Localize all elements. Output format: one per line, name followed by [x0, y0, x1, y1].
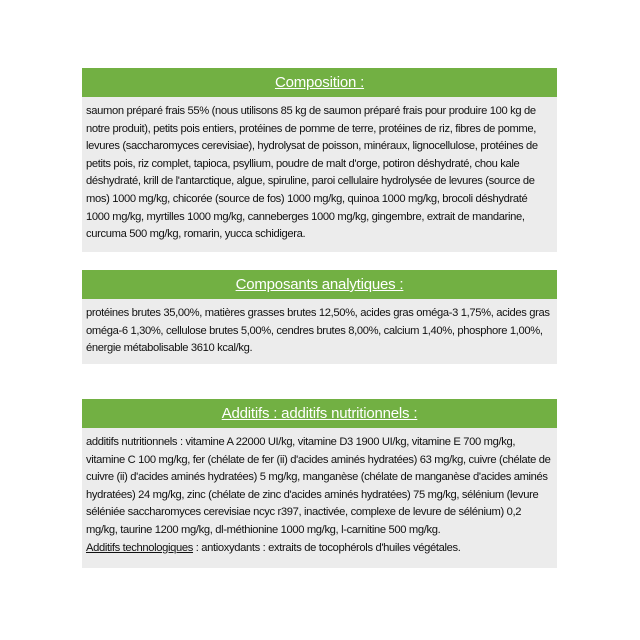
- additives-section: [82, 399, 557, 568]
- additives-body: [82, 428, 557, 568]
- analytical-section: [82, 270, 557, 364]
- analytical-title: Composants analytiques :: [235, 276, 404, 293]
- additives-text: additifs nutritionnels : vitamine A 22000 UI/kg, vitamine D3 1900 UI/kg, vitamine E 700 mg/kg, vitamine C 100 mg/kg, fer (chélate de fer (ii) d'acides aminés hydratées) 63 mg/kg, cuivre (chélate de cuivre (ii) d'acides aminés hydratées) 5 mg/kg, manganèse (chélate de manganèse d'acides aminés hydratées) 24 mg/kg, zinc (chélate de zinc d'acides aminés hydratées) 75 mg/kg, sélénium (levure séléniée saccharomyces cerevisiae ncyc r397, inactivée, complexe de levure de sélénium) 0,2 mg/kg, taurine 1200 mg/kg, dl-méthionine 1000 mg/kg, l-carnitine 500 mg/kg.: [86, 436, 551, 536]
- additives-tech-text: : antioxydants : extraits de tocophérols d'huiles végétales.: [193, 541, 461, 554]
- composition-body: saumon préparé frais 55% (nous utilisons 85 kg de saumon préparé frais pour produire 100 kg de notre produit), petits pois entiers, protéines de pomme de terre, protéines de riz, fibres de pomme, levures (saccharomyces cerevisiae), hydrolysat de poisson, minéraux, lignocellulose, protéines de petits pois, riz complet, tapioca, psyllium, poudre de malt d'orge, potiron déshydraté, chou kale déshydraté, krill de l'antarctique, algue, spiruline, paroi cellulaire hydrolysée de levures (source de mos) 1000 mg/kg, chicorée (source de fos) 1000 mg/kg, quinoa 1000 mg/kg, brocoli déshydraté 1000 mg/kg, myrtilles 1000 mg/kg, canneberges 1000 mg/kg, gingembre, extrait de mandarine, curcuma 500 mg/kg, romarin, yucca schidigera.: [82, 97, 557, 252]
- additives-header: [82, 399, 557, 428]
- additives-title: Additifs : additifs nutritionnels :: [221, 405, 418, 422]
- composition-title: Composition :: [274, 74, 365, 91]
- composition-header: [82, 68, 557, 97]
- analytical-header: [82, 270, 557, 299]
- additives-tech-label: Additifs technologiques: [86, 541, 194, 554]
- composition-section: [82, 68, 557, 252]
- analytical-body: protéines brutes 35,00%, matières grasses brutes 12,50%, acides gras oméga-3 1,75%, acides gras oméga-6 1,30%, cellulose brutes 5,00%, cendres brutes 8,00%, calcium 1,40%, phosphore 1,00%, énergie métabolisable 3610 kcal/kg.: [82, 299, 557, 364]
